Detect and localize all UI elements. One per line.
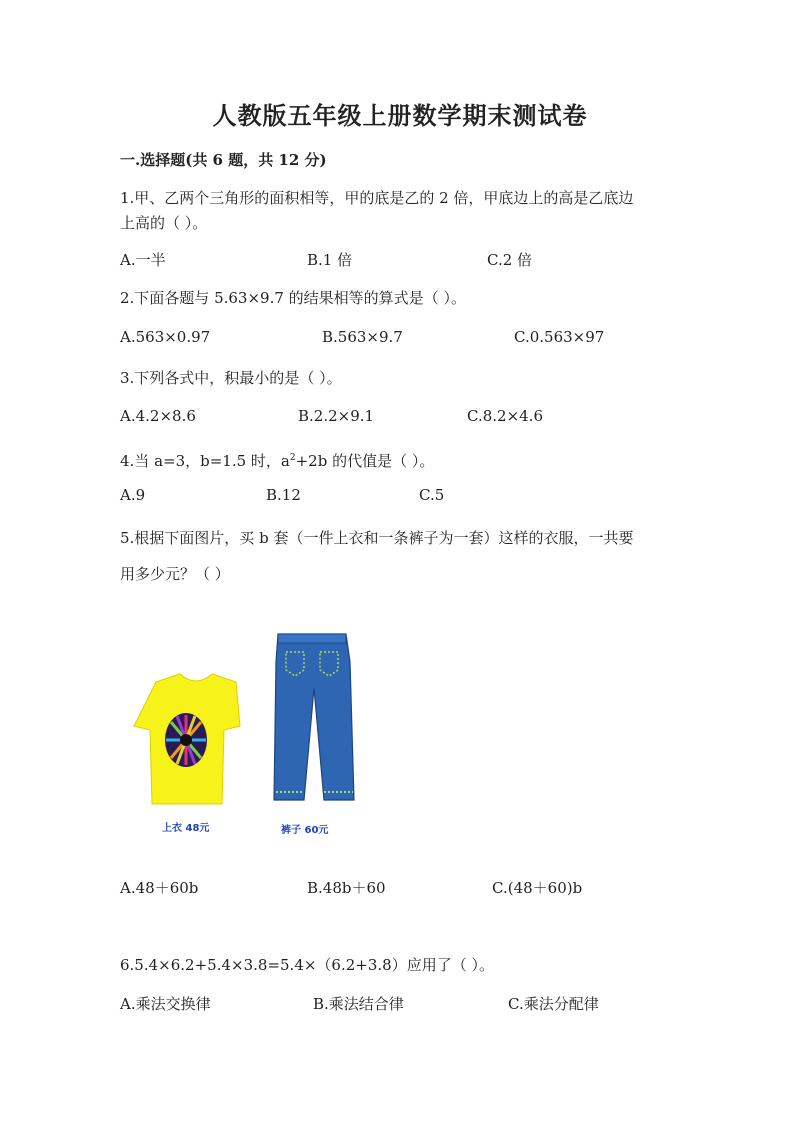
- clothing-illustration: [118, 622, 378, 842]
- question-1-line-1: 1.甲、乙两个三角形的面积相等，甲的底是乙的 2 倍，甲底边上的高是乙底边: [120, 189, 634, 207]
- q6-option-b: B.乘法结合律: [313, 995, 404, 1013]
- page-title: 人教版五年级上册数学期末测试卷: [212, 101, 588, 130]
- section-heading: 一.选择题(共 6 题，共 12 分): [120, 151, 327, 169]
- q4-option-a: A.9: [120, 486, 146, 504]
- question-5-line-1: 5.根据下面图片，买 b 套（一件上衣和一条裤子为一套）这样的衣服，一共要: [120, 529, 634, 547]
- question-4-text-post: +2b 的代值是（ ）。: [295, 452, 435, 470]
- question-4: [120, 446, 434, 474]
- question-2: 2.下面各题与 5.63×9.7 的结果相等的算式是（ ）。: [120, 289, 466, 307]
- question-3: 3.下列各式中，积最小的是（ ）。: [120, 369, 342, 387]
- question-4-text-pre: 4.当 a=3，b=1.5 时，a: [120, 452, 290, 470]
- q2-option-b: B.563×9.7: [322, 328, 403, 346]
- q1-option-a: A.一半: [120, 251, 166, 269]
- q3-option-a: A.4.2×8.6: [120, 407, 196, 425]
- q1-option-c: C.2 倍: [487, 251, 533, 269]
- q2-option-c: C.0.563×97: [514, 328, 605, 346]
- question-1-line-2: 上高的（ ）。: [120, 214, 208, 232]
- q4-option-b: B.12: [266, 486, 301, 504]
- question-5-line-2: 用多少元？（ ）: [120, 565, 230, 583]
- q3-option-b: B.2.2×9.1: [298, 407, 375, 425]
- q4-option-c: C.5: [419, 486, 445, 504]
- q5-option-a: A.48＋60b: [120, 879, 199, 897]
- q5-option-c: C.(48＋60)b: [492, 879, 583, 897]
- question-4-exponent: 2: [289, 453, 296, 463]
- pants-price-caption: 裤子 60元: [281, 825, 329, 836]
- q2-option-a: A.563×0.97: [120, 328, 211, 346]
- q3-option-c: C.8.2×4.6: [467, 407, 543, 425]
- tshirt-image: [134, 674, 240, 804]
- q1-option-b: B.1 倍: [307, 251, 353, 269]
- clothing-figure: [118, 622, 378, 842]
- q5-option-b: B.48b＋60: [307, 879, 386, 897]
- question-6: 6.5.4×6.2+5.4×3.8=5.4×（6.2+3.8）应用了（ ）。: [120, 956, 494, 974]
- q6-option-a: A.乘法交换律: [120, 995, 211, 1013]
- q6-option-c: C.乘法分配律: [508, 995, 599, 1013]
- shirt-price-caption: 上衣 48元: [162, 823, 210, 834]
- pants-image: [274, 634, 354, 800]
